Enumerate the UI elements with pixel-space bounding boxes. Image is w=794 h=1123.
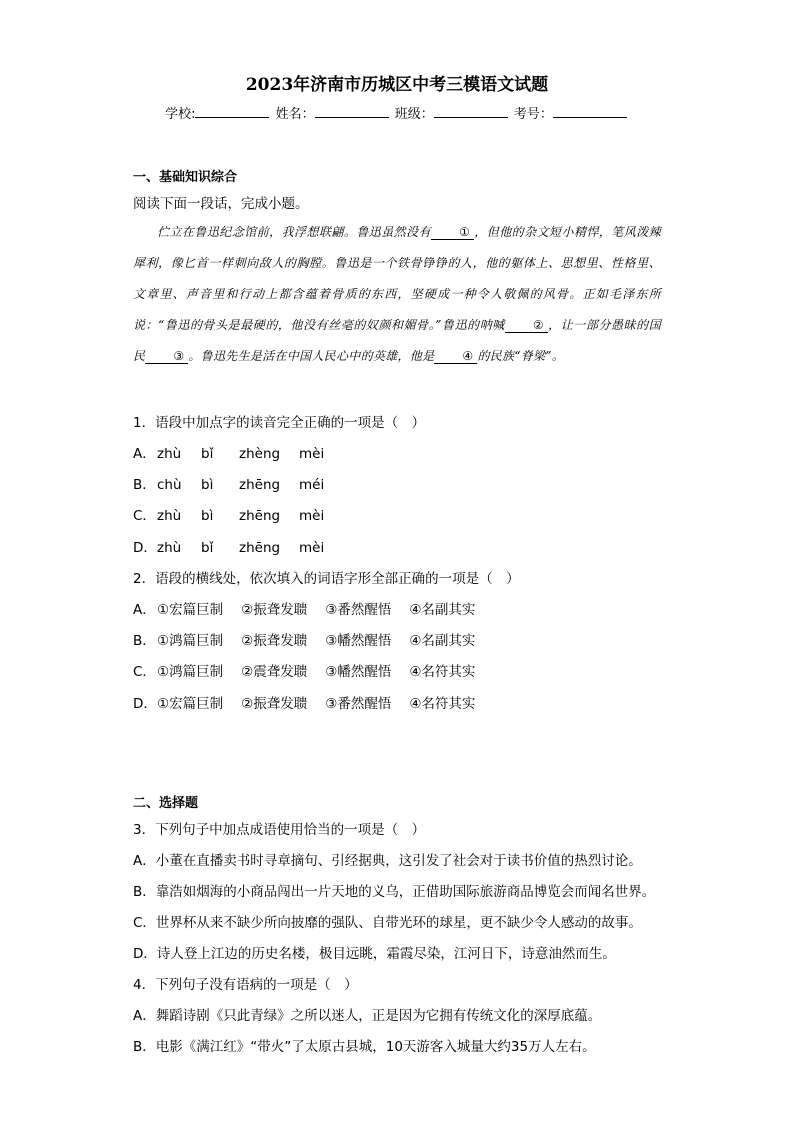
q1-option-d[interactable] [133,536,351,556]
pinyin: zhù [157,508,182,524]
q3-option-d[interactable]: D．诗人登上江边的历史名楼，极目远眺，霜霞尽染，江河日下，诗意油然而生。 [133,946,616,962]
class-label: 班级： [394,107,434,122]
q2-option-a[interactable] [133,598,493,618]
pinyin: mèi [299,540,325,556]
option-letter: C． [133,664,156,680]
question-1-stem: 1．语段中加点字的读音完全正确的一项是（ ） [133,415,426,431]
passage-text: ，让一部分愚昧的国民 [133,318,662,363]
q4-option-b[interactable]: B．电影《满江红》“带火”了太原古县城，10天游客入城量大约35万人左右。 [133,1039,596,1055]
passage-text: ，但他的杂文短小精悍，笔风泼辣犀利，像匕首一样刺向敌人的胸膛。鲁迅是一个铁骨铮铮的人，他的躯体上、思想里、性格里、文章里、声音里和行动上都含蕴着骨质的东西，坚硬成一种令人敬佩的风骨。正如毛泽东所说：“鲁迅的骨头是最硬的，他没有丝毫的奴颜和媚骨。”鲁迅的呐喊 [133,225,661,332]
school-label: 学校: [165,107,196,122]
option-letter: A． [133,602,156,618]
option-word: ③番然醒悟 [325,602,392,618]
option-word: ①鸿篇巨制 [157,633,224,649]
passage-text: 。鲁迅先生是活在中国人民心中的英雄，他是 [188,349,435,363]
q1-option-c[interactable] [133,504,351,524]
option-letter: B． [133,633,156,649]
option-letter: B． [133,477,156,493]
pinyin: bì [201,477,214,493]
pinyin: zhēng [239,477,281,493]
passage-text: 伫立在鲁迅纪念馆前，我浮想联翩。鲁迅虽然没有 [157,225,432,239]
pinyin: chù [157,477,182,493]
option-word: ①鸿篇巨制 [157,664,224,680]
option-word: ④名副其实 [409,633,476,649]
pinyin: zhù [157,446,182,462]
q1-option-b[interactable] [133,473,351,493]
question-4-stem: 4．下列句子没有语病的一项是（ ） [133,977,358,993]
q3-option-b[interactable]: B．靠浩如烟海的小商品闯出一片天地的义乌，正借助国际旅游商品博览会而闻名世界。 [133,884,656,900]
option-letter: D． [133,540,157,556]
section1-heading: 一、基础知识综合 [133,170,238,185]
pinyin: zhù [157,540,182,556]
option-word: ①宏篇巨制 [157,602,224,618]
name-blank[interactable] [315,105,389,118]
pinyin: mèi [299,446,325,462]
option-word: ②振聋发聩 [241,696,308,712]
option-word: ②振聋发聩 [241,633,308,649]
reading-passage [133,217,661,372]
option-letter: A． [133,446,156,462]
pinyin: bǐ [201,540,214,556]
passage-text: 的民族“脊梁”。 [477,349,565,363]
pinyin: bǐ [201,446,214,462]
option-letter: D． [133,696,157,712]
option-word: ②震聋发聩 [241,664,308,680]
fill-blank-1: ① [431,225,474,240]
fill-blank-3: ③ [145,349,188,364]
option-letter: C． [133,508,156,524]
option-word: ④名符其实 [409,696,476,712]
pinyin: bì [201,508,214,524]
q4-option-a[interactable]: A．舞蹈诗剧《只此青绿》之所以迷人，正是因为它拥有传统文化的深厚底蕴。 [133,1008,602,1024]
name-label: 姓名： [275,107,315,122]
q3-option-c[interactable]: C．世界杯从来不缺少所向披靡的强队、自带光环的球星，更不缺少令人感动的故事。 [133,915,642,931]
fill-blank-4: ④ [434,349,477,364]
pinyin: méi [299,477,325,493]
question-2-stem: 2．语段的横线处，依次填入的词语字形全部正确的一项是（ ） [133,571,520,587]
pinyin: zhèng [239,446,281,462]
option-word: ①宏篇巨制 [157,696,224,712]
page-title: 2023年济南市历城区中考三模语文试题 [245,75,549,95]
q2-option-b[interactable] [133,629,493,649]
option-word: ③幡然醒悟 [325,664,392,680]
option-word: ④名符其实 [409,664,476,680]
option-word: ③番然醒悟 [325,696,392,712]
pinyin: zhēng [239,540,281,556]
student-info-line [0,103,794,122]
fill-blank-2: ② [505,318,548,333]
q1-option-a[interactable] [133,442,351,462]
school-blank[interactable] [195,105,269,118]
section2-heading: 二、选择题 [133,796,199,811]
q3-option-a[interactable]: A．小董在直播卖书时寻章摘句、引经据典，这引发了社会对于读书价值的热烈讨论。 [133,853,642,869]
pinyin: mèi [299,508,325,524]
section1-intro: 阅读下面一段话，完成小题。 [133,196,309,212]
option-word: ③幡然醒悟 [325,633,392,649]
option-word: ④名副其实 [409,602,476,618]
option-word: ②振聋发聩 [241,602,308,618]
q2-option-d[interactable] [133,692,493,712]
pinyin: zhēng [239,508,281,524]
q2-option-c[interactable] [133,660,493,680]
number-label: 考号： [513,107,553,122]
class-blank[interactable] [434,105,508,118]
question-3-stem: 3．下列句子中加点成语使用恰当的一项是（ ） [133,822,426,838]
number-blank[interactable] [553,105,627,118]
